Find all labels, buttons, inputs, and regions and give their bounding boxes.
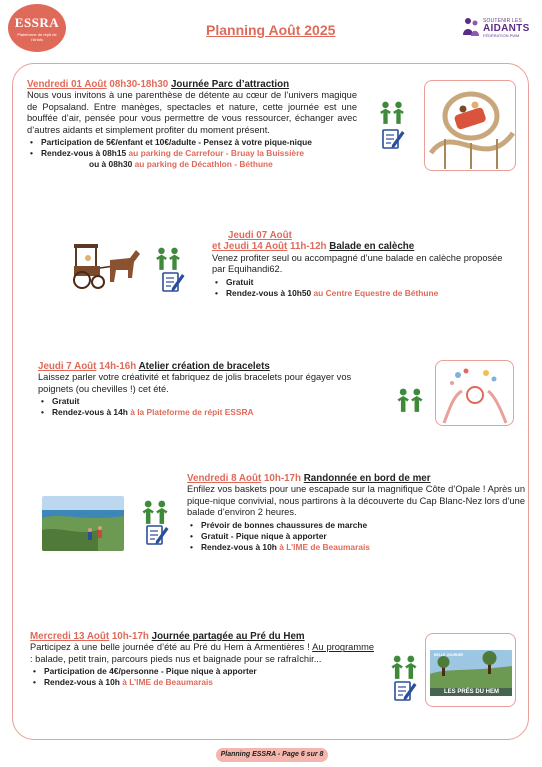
event-detail: • Gratuit - Pique nique à apporter	[187, 531, 525, 542]
event-details	[187, 520, 525, 554]
bracelets-illustration	[436, 361, 514, 426]
page-title: Planning Août 2025	[206, 22, 336, 38]
registration-form-icon	[146, 523, 170, 545]
event-detail: • Gratuit	[38, 396, 378, 407]
event-detail: • Participation de 4€/personne - Pique nique à apporter	[30, 666, 374, 677]
event-title: Balade en calèche	[329, 241, 415, 253]
event-date: Jeudi 07 Août	[228, 230, 292, 241]
page-footer: Planning ESSRA - Page 6 sur 8	[216, 748, 328, 762]
coast-hiking-illustration	[42, 496, 124, 551]
group-people-icon	[141, 500, 169, 525]
group-people-icon	[379, 101, 405, 125]
event-heading	[38, 361, 378, 372]
event-details	[30, 666, 374, 688]
event-balade-caleche	[212, 230, 512, 299]
event-detail: • Participation de 5€/enfant et 10€/adulte - Pensez à votre pique-nique	[27, 137, 357, 148]
event-detail: • Rendez-vous à 08h15 au parking de Carrefour - Bruay la Buissière	[27, 148, 357, 159]
soutenir-les-aidants-logo	[462, 16, 528, 38]
event-date: Vendredi 8 Août	[187, 473, 262, 484]
event-time: 08h30-18h30	[109, 79, 169, 90]
event-heading-line2	[212, 241, 512, 252]
partner-line-3: FÉDÉRATION PWM	[483, 33, 520, 38]
event-description: Enfilez vos baskets pour une escapade sur la magnifique Côte d’Opale ! Après un pique-nique convivial, nous partirons à la découverte du Cap Blanc-Nez lors d’une balade d’environ 2 heures.	[187, 484, 525, 518]
event-detail: • Rendez-vous à 10h à L’IME de Beaumarais	[187, 542, 525, 553]
group-people-icon	[390, 655, 418, 680]
event-heading	[187, 473, 525, 484]
essra-logo	[8, 4, 66, 52]
event-date: Mercredi 13 Août	[30, 631, 110, 642]
registration-form-icon	[162, 270, 186, 292]
event-description: Participez à une belle journée d’été au Pré du Hem à Armentières ! Au programme : balade, petit train, parcours pieds nus et baignade pour se rafraîchir...	[30, 642, 374, 664]
event-detail: • Rendez-vous à 10h50 au Centre Equestre de Béthune	[212, 288, 512, 299]
event-date: Jeudi 7 Août	[38, 361, 97, 372]
event-heading	[212, 230, 512, 241]
roller-coaster-illustration	[425, 81, 516, 171]
event-detail: • Rendez-vous à 14h à la Plateforme de répit ESSRA	[38, 407, 378, 418]
event-date-second: et Jeudi 14 Août	[212, 241, 288, 253]
event-detail-continuation: ou à 08h30 au parking de Décathlon - Béthune	[89, 159, 273, 170]
event-parc-attraction	[27, 79, 357, 171]
event-detail: • Rendez-vous à 10h à L’IME de Beaumarais	[30, 677, 374, 688]
program-text: : balade, petit train, parcours pieds nus et baignade pour se rafraîchir...	[30, 653, 322, 664]
event-detail: • Gratuit	[212, 277, 512, 288]
group-people-icon	[155, 247, 181, 271]
group-people-icon	[396, 388, 424, 413]
aidants-people-icon	[462, 17, 480, 37]
event-details	[212, 277, 512, 299]
event-atelier-bracelets	[38, 361, 378, 419]
event-description: Nous vous invitons à une parenthèse de détente au cœur de l’univers magique de Popsaland. Entre manèges, spectacles et nature, cette journée est une bouffée d’air, pensée pour vous permettre de vous ressourcer, échanger avec d’autres aidants et simplement profiter du moment présent.	[27, 90, 357, 135]
registration-form-icon	[382, 127, 406, 149]
event-time: 10h-17h	[111, 631, 149, 642]
event-title: Atelier création de bracelets	[138, 361, 270, 372]
event-randonnee-mer	[187, 473, 525, 553]
essra-logo-tagline: Plateforme de répit de l'Artois	[17, 32, 57, 42]
event-description: Laissez parler votre créativité et fabriquez de jolis bracelets pour égayer vos poignets (ou chevilles !) cet été.	[38, 372, 352, 394]
program-label: Au programme	[312, 642, 374, 653]
horse-carriage-illustration	[70, 238, 141, 296]
pres-du-hem-illustration	[426, 634, 516, 707]
event-time: 10h-17h	[263, 473, 301, 484]
bracelets-image	[435, 360, 514, 426]
event-title: Journée partagée au Pré du Hem	[151, 631, 305, 642]
event-details	[38, 396, 378, 418]
photo-caption: LES PRÉS DU HEM	[443, 689, 499, 695]
event-description: Venez profiter seul ou accompagné d’une balade en calèche proposée par Equihandi62.	[212, 252, 503, 275]
event-heading	[30, 631, 374, 642]
event-detail: • Prévoir de bonnes chaussures de marche	[187, 520, 525, 531]
event-date: Vendredi 01 Août	[27, 79, 107, 90]
essra-logo-name: ESSRA	[14, 15, 60, 30]
partner-line-1: SOUTENIR LES	[483, 18, 523, 24]
event-time: 14h-16h	[99, 361, 137, 372]
roller-coaster-image	[424, 80, 516, 171]
event-title: Journée Parc d’attraction	[170, 79, 290, 90]
photo-caption-small: BELLE JOURNÉE	[434, 653, 464, 657]
event-pre-du-hem	[30, 631, 374, 689]
coast-hiking-photo	[42, 496, 124, 551]
pres-du-hem-image	[425, 633, 516, 707]
event-heading	[27, 79, 357, 90]
event-title: Randonnée en bord de mer	[303, 473, 431, 484]
registration-form-icon	[394, 679, 418, 701]
event-details	[27, 137, 357, 159]
horse-carriage-image	[70, 238, 141, 296]
event-time: 11h-12h	[290, 241, 327, 253]
partner-name: AIDANTS	[483, 23, 530, 34]
